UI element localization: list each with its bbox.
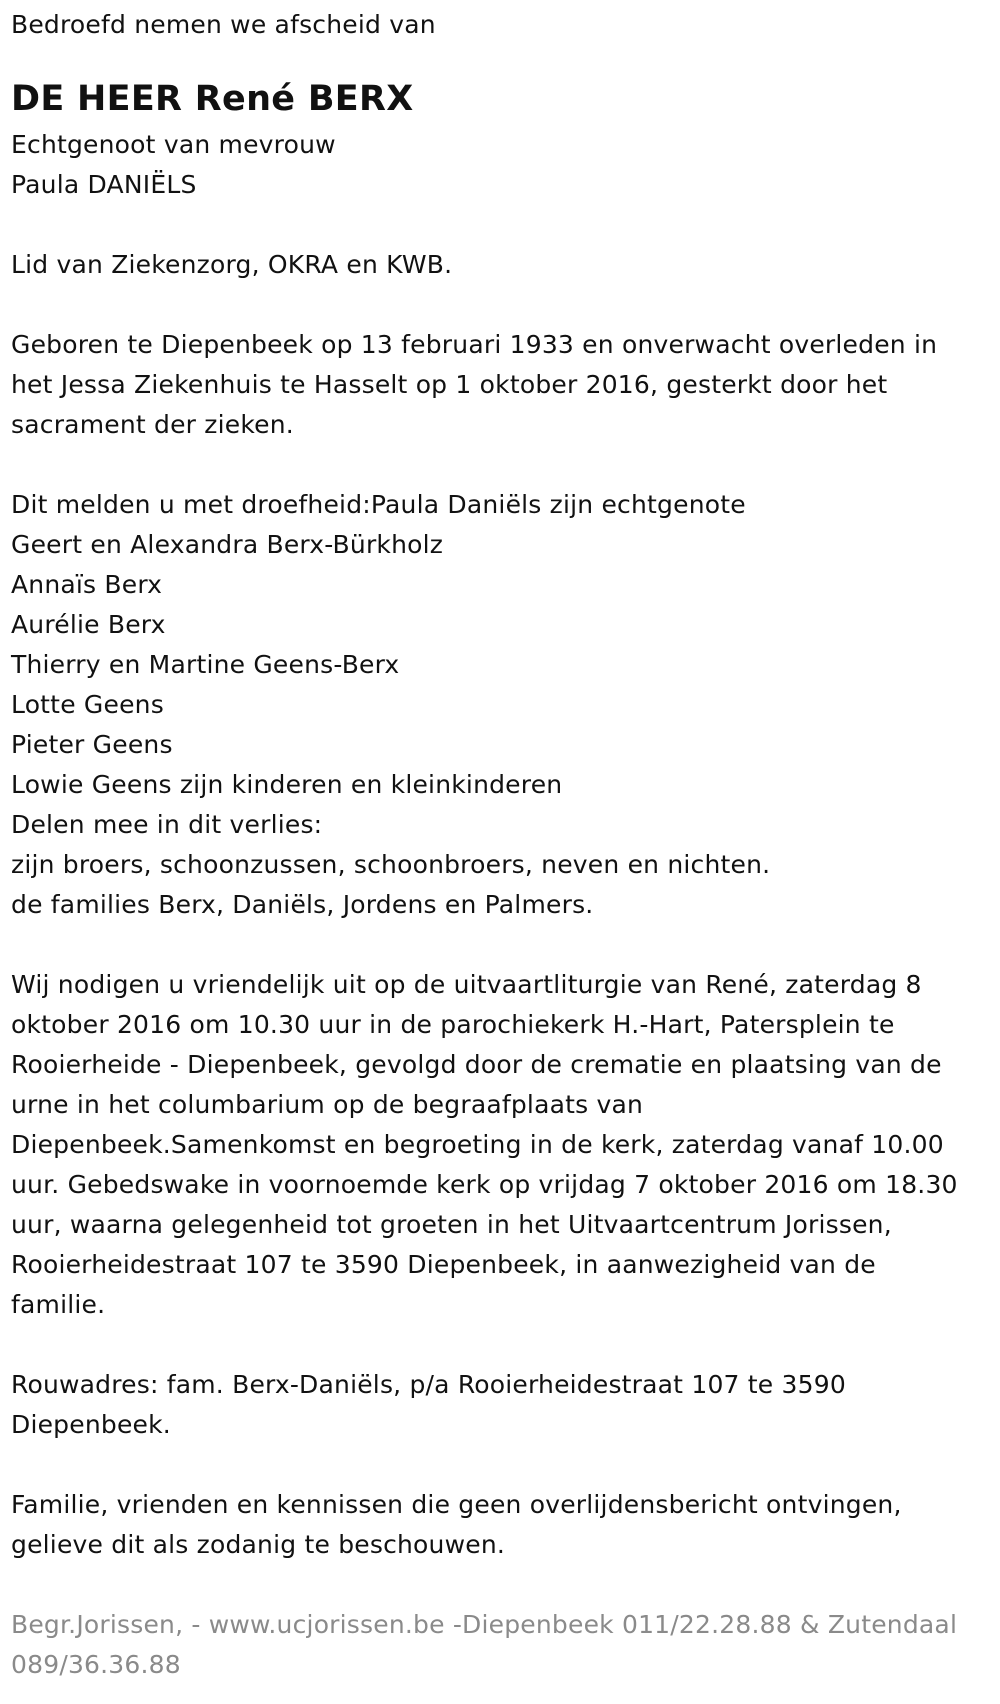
funeral-line: Rooierheide - Diepenbeek, gevolgd door de crematie en plaatsing van de	[11, 1050, 942, 1079]
funeral-line: urne in het columbarium op de begraafplaats van	[11, 1090, 644, 1119]
funeral-line: Wij nodigen u vriendelijk uit op de uitvaartliturgie van René, zaterdag 8	[11, 970, 922, 999]
intro-text: Bedroefd nemen we afscheid van	[11, 10, 436, 39]
birth-death-line: het Jessa Ziekenhuis te Hasselt op 1 oktober 2016, gesterkt door het	[11, 370, 888, 399]
family-line: de families Berx, Daniëls, Jordens en Palmers.	[11, 890, 594, 919]
address-line: Diepenbeek.	[11, 1410, 171, 1439]
family-line: Geert en Alexandra Berx-Bürkholz	[11, 530, 444, 559]
spouse-line: Paula DANIËLS	[11, 170, 197, 199]
closing-line: Familie, vrienden en kennissen die geen overlijdensbericht ontvingen,	[11, 1490, 902, 1519]
funeral-line: uur. Gebedswake in voornoemde kerk op vrijdag 7 oktober 2016 om 18.30	[11, 1170, 958, 1199]
family-line: Delen mee in dit verlies:	[11, 810, 323, 839]
membership-text: Lid van Ziekenzorg, OKRA en KWB.	[11, 250, 453, 279]
family-line: Lotte Geens	[11, 690, 164, 719]
closing-line: gelieve dit als zodanig te beschouwen.	[11, 1530, 506, 1559]
spouse-block	[11, 125, 996, 205]
funeral-line: Rooierheidestraat 107 te 3590 Diepenbeek, in aanwezigheid van de	[11, 1250, 876, 1279]
family-line: Pieter Geens	[11, 730, 173, 759]
birth-death-line: sacrament der zieken.	[11, 410, 294, 439]
birth-death-line: Geboren te Diepenbeek op 13 februari 1933 en onverwacht overleden in	[11, 330, 938, 359]
funeral-line: uur, waarna gelegenheid tot groeten in het Uitvaartcentrum Jorissen,	[11, 1210, 892, 1239]
funeral-home-footer	[11, 1605, 996, 1685]
deceased-name: DE HEER René BERX	[11, 79, 414, 119]
funeral-line: Diepenbeek.Samenkomst en begroeting in de kerk, zaterdag vanaf 10.00	[11, 1130, 944, 1159]
spouse-line: Echtgenoot van mevrouw	[11, 130, 336, 159]
funeral-details-block	[11, 965, 996, 1325]
address-line: Rouwadres: fam. Berx-Daniëls, p/a Rooierheidestraat 107 te 3590	[11, 1370, 846, 1399]
family-line: Annaïs Berx	[11, 570, 163, 599]
family-line: Aurélie Berx	[11, 610, 166, 639]
family-block	[11, 485, 996, 925]
family-line: Thierry en Martine Geens-Berx	[11, 650, 400, 679]
family-line: zijn broers, schoonzussen, schoonbroers, neven en nichten.	[11, 850, 771, 879]
closing-block	[11, 1485, 996, 1565]
mourning-address-block	[11, 1365, 996, 1445]
obituary-notice	[11, 0, 996, 1685]
footer-line: Begr.Jorissen, - www.ucjorissen.be -Diepenbeek 011/22.28.88 & Zutendaal	[11, 1610, 958, 1639]
funeral-line: oktober 2016 om 10.30 uur in de parochiekerk H.-Hart, Patersplein te	[11, 1010, 895, 1039]
funeral-line: familie.	[11, 1290, 106, 1319]
birth-death-block	[11, 325, 996, 445]
family-line: Dit melden u met droefheid:Paula Daniëls zijn echtgenote	[11, 490, 746, 519]
family-line: Lowie Geens zijn kinderen en kleinkinderen	[11, 770, 563, 799]
footer-line: 089/36.36.88	[11, 1650, 181, 1679]
